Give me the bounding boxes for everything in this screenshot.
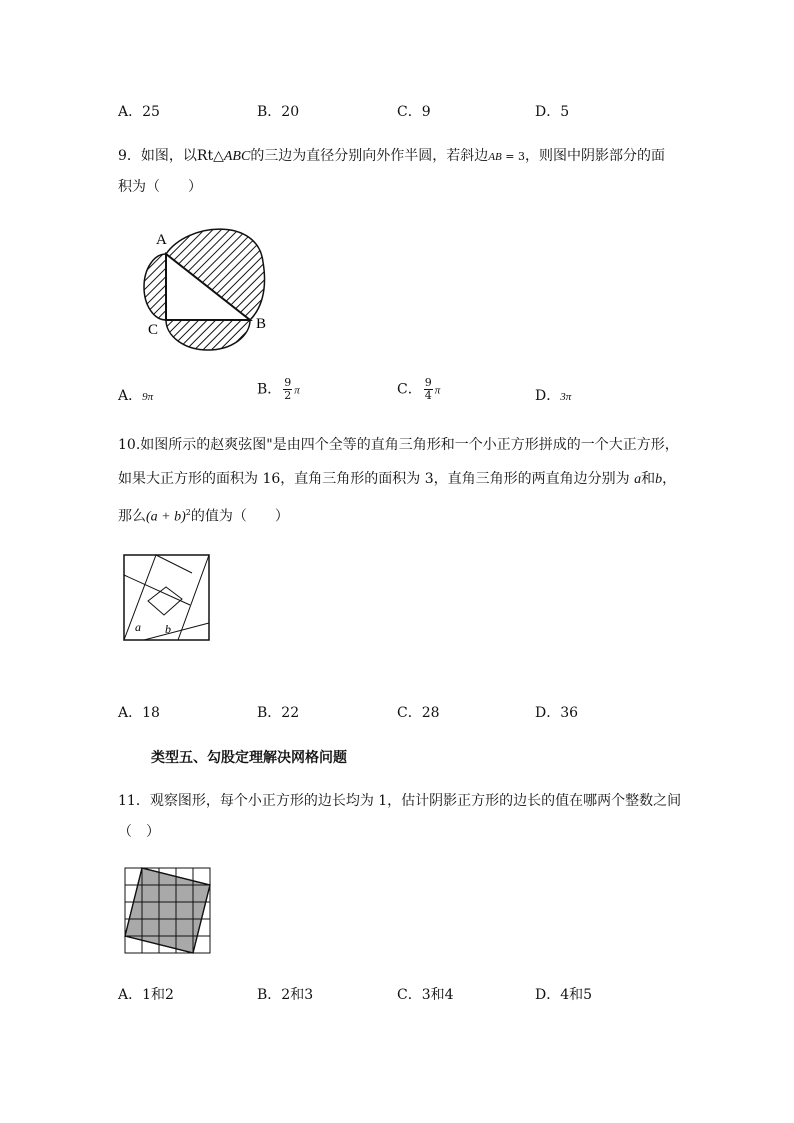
q10-option-a[interactable] <box>118 703 160 723</box>
q8-option-c[interactable] <box>397 102 431 122</box>
q9-figure <box>118 222 298 362</box>
label-b: B <box>256 316 267 332</box>
option-text: 2和3 <box>281 987 314 1003</box>
option-value: 3π <box>560 391 572 403</box>
option-letter: D． <box>535 388 561 404</box>
option-value: 9π <box>142 391 154 403</box>
q9-option-c[interactable] <box>397 377 440 402</box>
section-heading: 类型五、勾股定理解决网格问题 <box>151 750 347 766</box>
q11-option-d[interactable] <box>535 985 592 1005</box>
q8-option-d[interactable] <box>535 102 569 122</box>
label-a: a <box>135 620 141 634</box>
q10-option-c[interactable] <box>397 703 440 723</box>
q10-option-b[interactable] <box>257 703 299 723</box>
option-text: 36 <box>560 705 579 721</box>
q8-option-a[interactable] <box>118 102 160 122</box>
stem-math: (a + b) <box>146 509 186 525</box>
stem-text: 如图，以 <box>140 148 197 164</box>
option-text: 20 <box>281 104 300 120</box>
option-text: 9 <box>421 104 431 120</box>
option-letter: C． <box>397 705 422 721</box>
stem-math-var: AB <box>488 151 502 163</box>
stem-text: 那么 <box>118 508 146 525</box>
option-letter: B． <box>257 987 282 1003</box>
option-text: 4和5 <box>560 987 593 1003</box>
q11-figure <box>124 867 212 955</box>
option-letter: B． <box>257 104 282 120</box>
option-text: 3和4 <box>421 987 454 1003</box>
q10-stem-line2 <box>118 469 676 490</box>
option-letter: A． <box>118 388 143 404</box>
stem-math-var: a <box>634 472 642 487</box>
q9-option-d[interactable] <box>535 386 571 407</box>
option-letter: A． <box>118 104 143 120</box>
q8-option-b[interactable] <box>257 102 299 122</box>
stem-math: = 3 <box>501 150 525 163</box>
option-value: π <box>434 384 441 397</box>
q9-stem-line1 <box>118 146 665 167</box>
option-text: 1和2 <box>142 987 174 1003</box>
option-text: 25 <box>142 104 160 120</box>
stem-text: 和 <box>641 471 656 487</box>
option-letter: A． <box>118 705 143 721</box>
option-text: 22 <box>281 705 300 721</box>
option-letter: B． <box>257 381 282 398</box>
q10-stem-line1: 10.如图所示的赵爽弦图"是由四个全等的直角三角形和一个小正方形拼成的一个大正方形， <box>118 437 679 453</box>
stem-math: Rt△ <box>196 148 224 164</box>
q11-option-a[interactable] <box>118 985 174 1005</box>
option-letter: A． <box>118 987 143 1003</box>
question-number: 9． <box>118 148 141 164</box>
q11-stem-line1: 11．观察图形，每个小正方形的边长均为 1，估计阴影正方形的边长的值在哪两个整数之间 <box>118 793 682 809</box>
option-text: 5 <box>560 104 570 120</box>
q9-option-b[interactable] <box>257 377 300 402</box>
stem-text: ，则图中阴影部分的面 <box>524 148 665 164</box>
q11-option-c[interactable] <box>397 985 454 1005</box>
option-letter: C． <box>397 987 422 1003</box>
fraction-denominator: 2 <box>284 389 292 402</box>
option-text: 28 <box>421 705 440 721</box>
q9-option-a[interactable] <box>118 386 153 407</box>
option-letter: C． <box>397 104 422 120</box>
fraction <box>283 377 292 402</box>
stem-math-var: ABC <box>223 149 251 164</box>
q9-stem-line2: 积为（ ） <box>118 179 202 195</box>
option-letter: D． <box>535 705 561 721</box>
label-c: C <box>148 322 159 338</box>
semicircle-ac-shaded <box>144 254 166 320</box>
stem-math-var: b <box>655 472 663 487</box>
fraction <box>424 377 433 402</box>
fraction-numerator: 9 <box>284 376 292 389</box>
fraction-denominator: 4 <box>424 389 432 402</box>
stem-text: 的三边为直径分别向外作半圆，若斜边 <box>250 148 489 164</box>
option-letter: D． <box>535 104 561 120</box>
q10-figure <box>122 553 212 643</box>
option-letter: C． <box>397 381 422 398</box>
stem-math-exponent: 2 <box>185 508 191 517</box>
label-a: A <box>156 232 167 248</box>
stem-text: 如果大正方形的面积为 16，直角三角形的面积为 3，直角三角形的两直角边分别为 <box>118 471 630 487</box>
q10-option-d[interactable] <box>535 703 578 723</box>
q10-stem-line3 <box>118 503 289 528</box>
semicircle-bc-shaded <box>166 320 250 350</box>
option-text: 18 <box>142 705 160 721</box>
option-letter: B． <box>257 705 282 721</box>
fraction-numerator: 9 <box>424 376 432 389</box>
q11-option-b[interactable] <box>257 985 313 1005</box>
stem-text: 的值为（ ） <box>190 508 289 525</box>
option-letter: D． <box>535 987 561 1003</box>
stem-text: ， <box>662 471 677 487</box>
label-b: b <box>165 622 171 636</box>
q11-stem-line2: （ ） <box>118 824 160 840</box>
option-value: π <box>294 384 300 397</box>
